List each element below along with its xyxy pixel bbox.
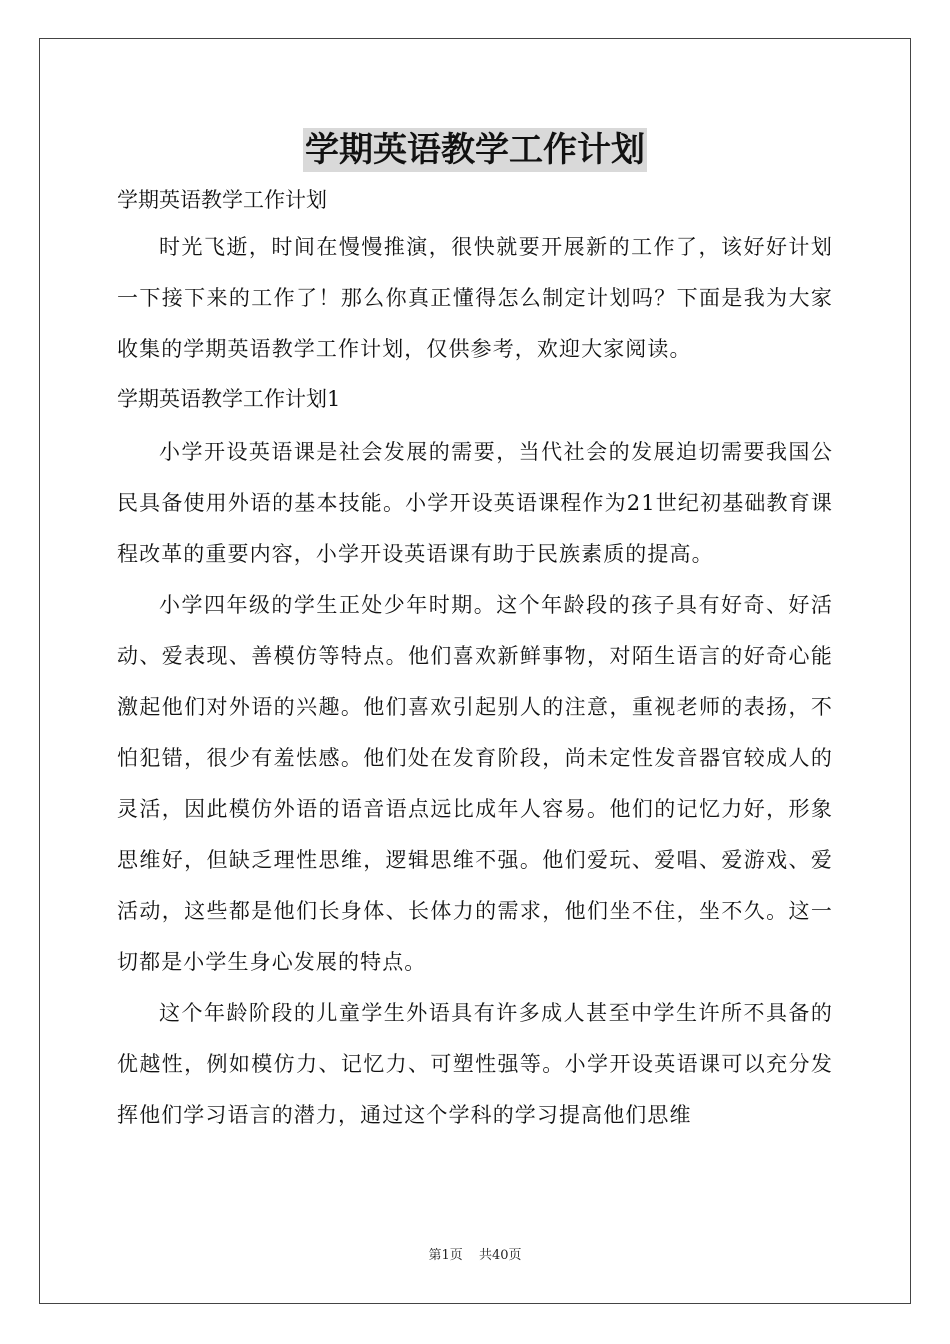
document-title: 学期英语教学工作计划 [305,130,645,170]
intro-paragraph: 时光飞逝，时间在慢慢推演，很快就要开展新的工作了，该好好计划一下接下来的工作了！那么你真正懂得怎么制定计划吗？下面是我为大家收集的学期英语教学工作计划，仅供参考，欢迎大家阅读。 [117,235,833,361]
title-container [0,128,950,172]
body-paragraph-1: 小学开设英语课是社会发展的需要，当代社会的发展迫切需要我国公民具备使用外语的基本技能。小学开设英语课程作为21世纪初基础教育课程改革的重要内容，小学开设英语课有助于民族素质的提高。 [117,440,833,566]
page-total: 共40页 [478,1248,522,1263]
page-footer [0,1246,950,1266]
document-body [117,178,833,1141]
body-paragraph-3: 这个年龄阶段的儿童学生外语具有许多成人甚至中学生许所不具备的优越性，例如模仿力、记忆力、可塑性强等。小学开设英语课可以充分发挥他们学习语言的潜力，通过这个学科的学习提高他们思维 [117,1001,833,1127]
body-paragraph-2: 小学四年级的学生正处少年时期。这个年龄段的孩子具有好奇、好活动、爱表现、善模仿等特点。他们喜欢新鲜事物，对陌生语言的好奇心能激起他们对外语的兴趣。他们喜欢引起别人的注意，重视老师的表扬，不怕犯错，很少有羞怯感。他们处在发育阶段，尚未定性发音器官较成人的灵活，因此模仿外语的语音语点远比成年人容易。他们的记忆力好，形象思维好，但缺乏理性思维，逻辑思维不强。他们爱玩、爱唱、爱游戏、爱活动，这些都是他们长身体、长体力的需求，他们坐不住，坐不久。这一切都是小学生身心发展的特点。 [117,593,833,974]
page-number: 第1页 [428,1248,463,1263]
document-subtitle: 学期英语教学工作计划 [117,188,327,212]
section-heading: 学期英语教学工作计划1 [117,387,341,411]
